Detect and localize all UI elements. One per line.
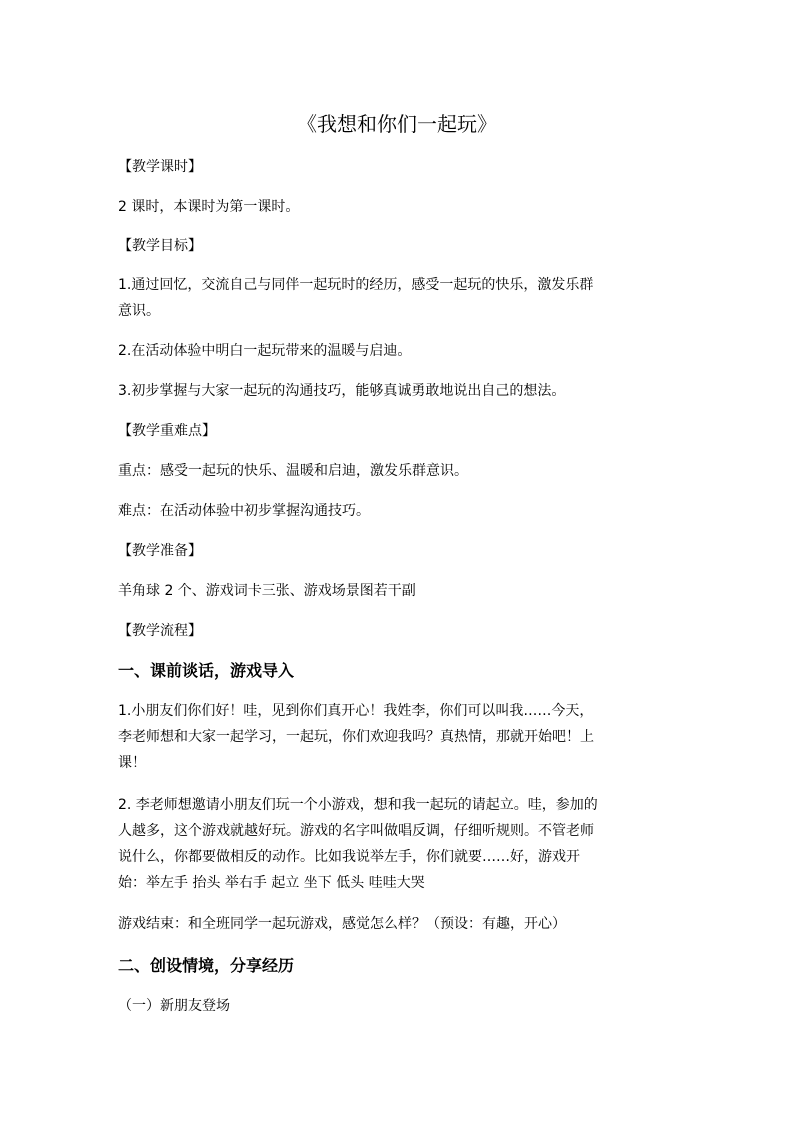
sub-1-heading: （一）新朋友登场	[118, 998, 230, 1014]
period-heading: 【教学课时】	[118, 159, 202, 175]
period-text: 2 课时，本课时为第一课时。	[118, 199, 300, 215]
goal-3: 3.初步掌握与大家一起玩的沟通技巧，能够真诚勇敢地说出自己的想法。	[118, 383, 566, 399]
flow-heading: 【教学流程】	[118, 623, 202, 639]
game-end-text: 游戏结束：和全班同学一起玩游戏，感觉怎么样？（预设：有趣，开心）	[118, 916, 566, 932]
paragraph-1-line-3: 课！	[118, 755, 146, 771]
key-point: 重点：感受一起玩的快乐、温暖和启迪，激发乐群意识。	[118, 463, 468, 479]
goals-heading: 【教学目标】	[118, 238, 202, 254]
paragraph-2	[118, 792, 678, 896]
paragraph-2-line-2: 人越多，这个游戏就越好玩。游戏的名字叫做唱反调，仔细听规则。不管老师	[118, 823, 594, 839]
paragraph-1	[118, 698, 678, 776]
goal-2: 2.在活动体验中明白一起玩带来的温暖与启迪。	[118, 343, 412, 359]
difficulty-point: 难点：在活动体验中初步掌握沟通技巧。	[118, 503, 370, 519]
paragraph-1-line-2: 李老师想和大家一起学习，一起玩，你们欢迎我吗？真热情，那就开始吧！上	[118, 729, 594, 745]
part-2-heading: 二、创设情境，分享经历	[118, 956, 295, 975]
prep-heading: 【教学准备】	[118, 543, 202, 559]
prep-text: 羊角球 2 个、游戏词卡三张、游戏场景图若干副	[118, 583, 416, 599]
goal-1-line-2: 意识。	[118, 303, 160, 319]
goal-1-line-1: 1.通过回忆，交流自己与同伴一起玩时的经历，感受一起玩的快乐，激发乐群	[118, 277, 594, 293]
paragraph-2-line-1: 2. 李老师想邀请小朋友们玩一个小游戏，想和我一起玩的请起立。哇，参加的	[118, 797, 598, 813]
paragraph-1-line-1: 1.小朋友们你们好！哇，见到你们真开心！我姓李，你们可以叫我……今天，	[118, 703, 594, 719]
part-1-heading: 一、课前谈话，游戏导入	[118, 661, 295, 680]
paragraph-2-line-4: 始：举左手 抬头 举右手 起立 坐下 低头 哇哇大哭	[118, 875, 425, 891]
paragraph-2-line-3: 说什么，你都要做相反的动作。比如我说举左手，你们就要……好，游戏开	[118, 849, 580, 865]
key-heading: 【教学重难点】	[118, 423, 216, 439]
goal-1	[118, 272, 678, 324]
document-title: 《我想和你们一起玩》	[297, 112, 497, 136]
